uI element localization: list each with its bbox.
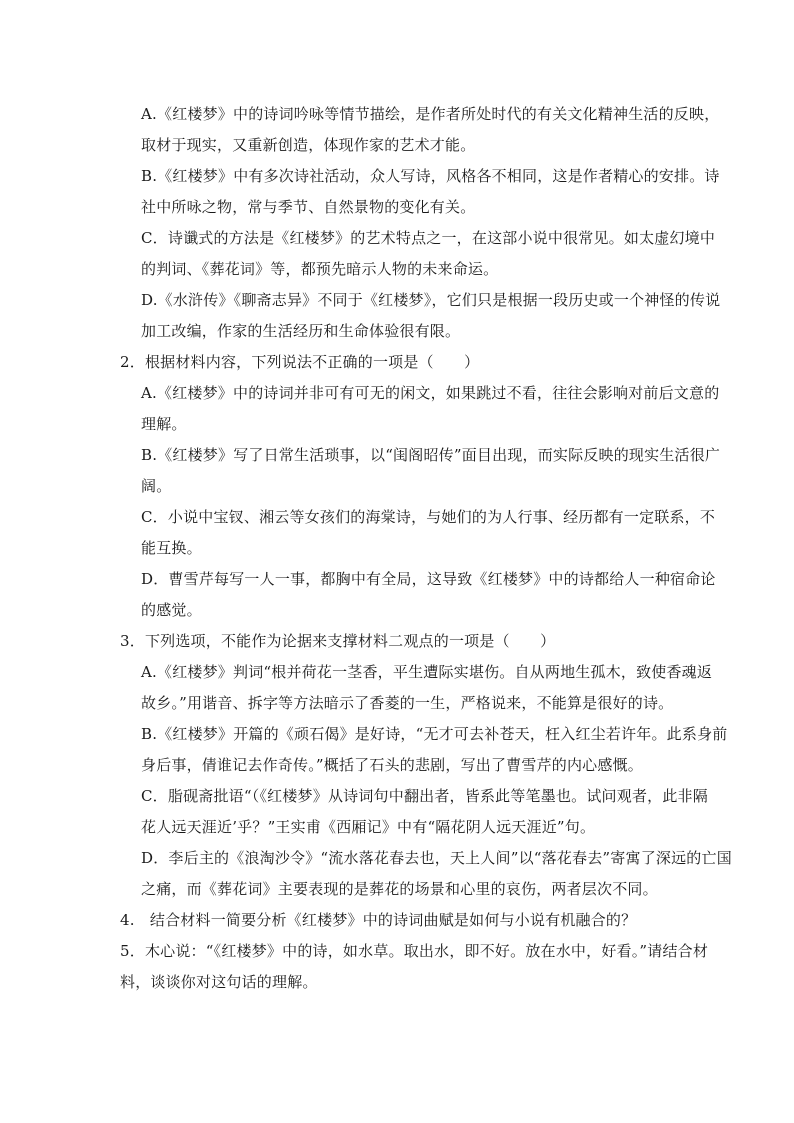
q1-option-a-line2: 取材于现实，又重新创造，体现作家的艺术才能。 — [141, 136, 476, 154]
q4-text: 4. 结合材料一简要分析《红楼梦》中的诗词曲赋是如何与小说有机融合的？ — [120, 911, 637, 929]
q3-option-c-line1: C．脂砚斋批语“（《红楼梦》从诗词句中翻出者，皆系此等笔墨也。试问观者，此非隔 — [141, 787, 708, 805]
q3-option-b-line2: 身后事，倩谁记去作奇传。”概括了石头的悲剧，写出了曹雪芹的内心感慨。 — [141, 756, 643, 774]
q1-option-d-line1: D.《水浒传》《聊斋志异》不同于《红楼梦》，它们只是根据一段历史或一个神怪的传说 — [141, 291, 721, 309]
q2-option-a-line2: 理解。 — [141, 415, 187, 433]
q5-line2: 料，谈谈你对这句话的理解。 — [120, 973, 318, 991]
q2-option-c-line2: 能互换。 — [141, 539, 202, 557]
q2-option-c-line1: C．小说中宝钗、湘云等女孩们的海棠诗，与她们的为人行事、经历都有一定联系，不 — [141, 508, 716, 526]
q1-option-a-line1: A.《红楼梦》中的诗词吟咏等情节描绘，是作者所处时代的有关文化精神生活的反映， — [141, 105, 720, 123]
q2-option-b-line1: B.《红楼梦》写了日常生活琐事，以“闺阁昭传”面目出现，而实际反映的现实生活很广 — [141, 446, 721, 464]
q1-option-c-line2: 的判词、《葬花词》等，都预先暗示人物的未来命运。 — [141, 260, 499, 278]
q3-option-a-line2: 故乡。”用谐音、拆字等方法暗示了香菱的一生，严格说来，不能算是很好的诗。 — [141, 694, 674, 712]
q1-option-b-line2: 社中所咏之物，常与季节、自然景物的变化有关。 — [141, 198, 476, 216]
q5-line1: 5．木心说：“《红楼梦》中的诗，如水草。取出水，即不好。放在水中，好看。”请结合材 — [120, 942, 709, 960]
q3-option-a-line1: A.《红楼梦》判词“根并荷花一茎香，平生遭际实堪伤。自从两地生孤木，致使香魂返 — [141, 663, 713, 681]
q1-option-d-line2: 加工改编，作家的生活经历和生命体验很有限。 — [141, 322, 461, 340]
q2-option-d-line1: D．曹雪芹每写一人一事，都胸中有全局，这导致《红楼梦》中的诗都给人一种宿命论 — [141, 570, 716, 588]
q3-option-d-line2: 之痛，而《葬花词》主要表现的是葬花的场景和心里的哀伤，两者层次不同。 — [141, 880, 658, 898]
q3-stem: 3．下列选项，不能作为论据来支撑材料二观点的一项是（ ） — [120, 632, 556, 650]
q3-option-b-line1: B.《红楼梦》开篇的《顽石偈》是好诗，“无才可去补苍天，枉入红尘若许年。此系身前 — [141, 725, 728, 743]
q3-option-c-line2: 花人远天涯近’乎？”王实甫《西厢记》中有“隔花阴人远天涯近”句。 — [141, 818, 596, 836]
q2-option-a-line1: A.《红楼梦》中的诗词并非可有可无的闲文，如果跳过不看，往往会影响对前后文意的 — [141, 384, 720, 402]
q3-option-d-line1: D．李后主的《浪淘沙令》“流水落花春去也，天上人间”以“落花春去”寄寓了深远的亡国 — [141, 849, 732, 867]
q2-stem: 2．根据材料内容，下列说法不正确的一项是（ ） — [120, 353, 480, 371]
q2-option-d-line2: 的感觉。 — [141, 601, 202, 619]
q2-option-b-line2: 阔。 — [141, 477, 172, 495]
q1-option-b-line1: B.《红楼梦》中有多次诗社活动，众人写诗，风格各不相同，这是作者精心的安排。诗 — [141, 167, 720, 185]
q1-option-c-line1: C．诗谶式的方法是《红楼梦》的艺术特点之一，在这部小说中很常见。如太虚幻境中 — [141, 229, 716, 247]
